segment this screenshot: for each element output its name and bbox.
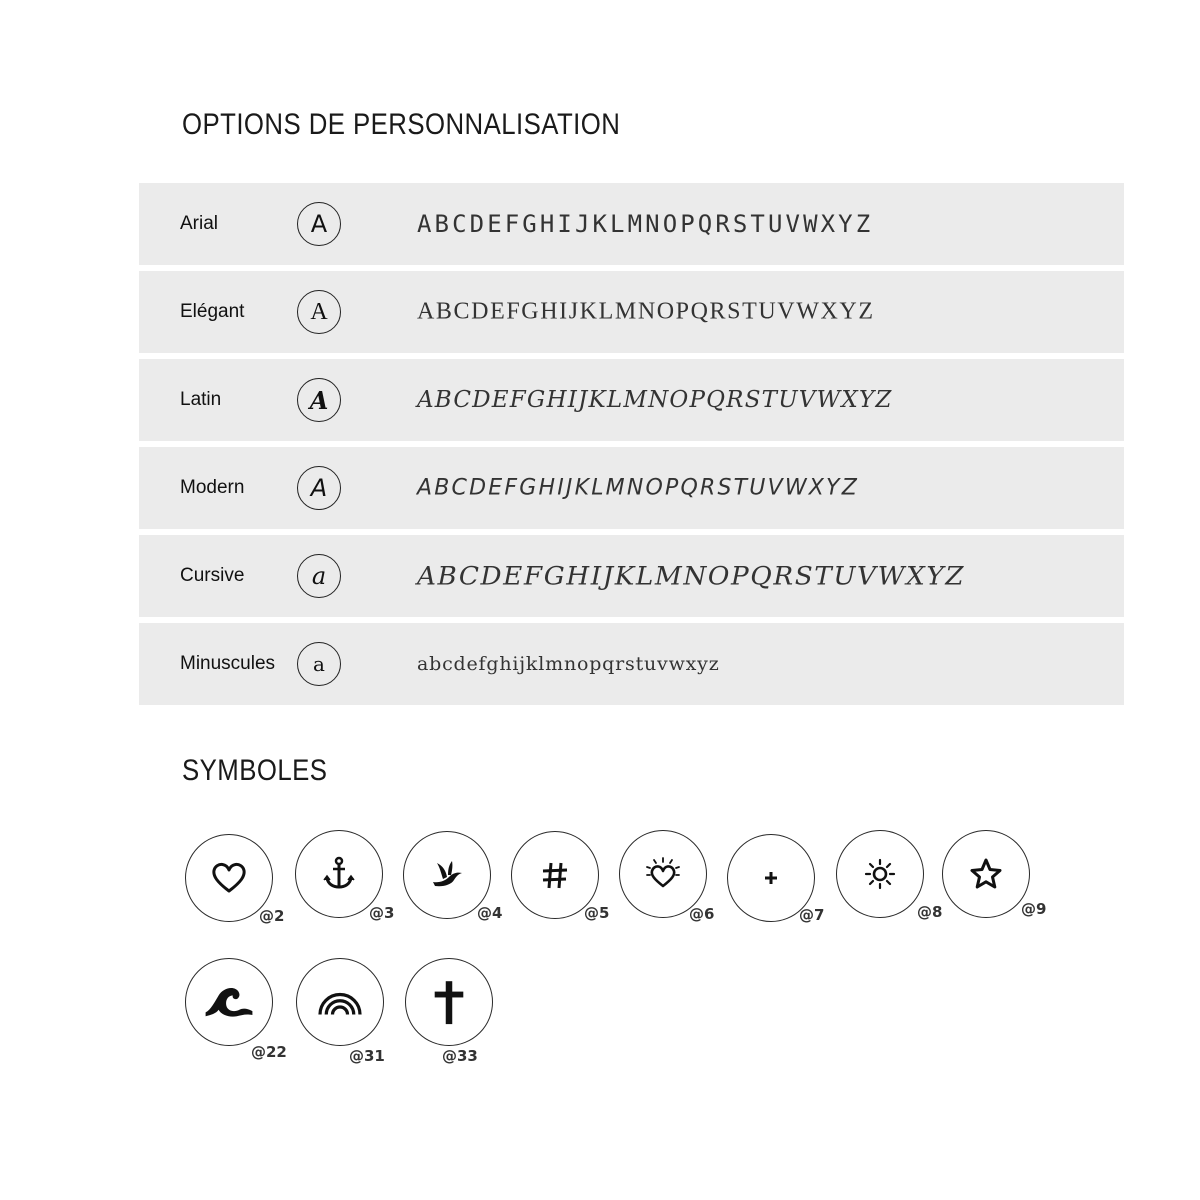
symbol-code: @5	[584, 904, 610, 922]
symbol-hashtag[interactable]	[511, 831, 599, 919]
symbol-wave[interactable]	[185, 958, 273, 1046]
symbol-code: @3	[369, 904, 395, 922]
symbol-code: @6	[689, 905, 715, 923]
fonts-section-title: OPTIONS DE PERSONNALISATION	[182, 108, 621, 141]
font-row-latin[interactable]	[139, 359, 1124, 441]
symbol-plus[interactable]	[727, 834, 815, 922]
symbol-shining-heart[interactable]	[619, 830, 707, 918]
symbol-code: @33	[442, 1047, 478, 1065]
font-sample: ABCDEFGHIJKLMNOPQRSTUVWXYZ	[417, 210, 874, 238]
symbol-heart[interactable]	[185, 834, 273, 922]
font-badge: A	[297, 466, 341, 510]
symbol-code: @4	[477, 904, 503, 922]
symbols-section-title: SYMBOLES	[182, 754, 328, 787]
symbol-code: @2	[259, 907, 285, 925]
font-badge: A	[297, 202, 341, 246]
font-row-cursive[interactable]	[139, 535, 1124, 617]
font-sample: ABCDEFGHIJKLMNOPQRSTUVWXYZ	[417, 387, 893, 413]
symbol-code: @9	[1021, 900, 1047, 918]
symbol-rainbow[interactable]	[296, 958, 384, 1046]
anchor-icon	[319, 854, 359, 894]
symbol-code: @7	[799, 906, 825, 924]
font-badge: A	[297, 290, 341, 334]
symbol-code: @31	[349, 1047, 385, 1065]
bird-icon	[427, 855, 467, 895]
symbol-anchor[interactable]	[295, 830, 383, 918]
heart-icon	[209, 858, 249, 898]
cross-icon	[423, 976, 475, 1028]
rainbow-icon	[315, 977, 365, 1027]
font-badge: a	[297, 642, 341, 686]
shining-heart-icon	[643, 854, 683, 894]
font-name: Arial	[180, 213, 219, 234]
symbol-code: @8	[917, 903, 943, 921]
font-name: Latin	[180, 389, 222, 410]
font-sample: ABCDEFGHIJKLMNOPQRSTUVWXYZ	[417, 561, 966, 591]
symbol-code: @22	[251, 1043, 287, 1061]
symbol-bird[interactable]	[403, 831, 491, 919]
font-badge: A	[297, 378, 341, 422]
font-sample: ABCDEFGHIJKLMNOPQRSTUVWXYZ	[417, 475, 859, 501]
font-sample: abcdefghijklmnopqrstuvwxyz	[417, 653, 720, 675]
font-name: Cursive	[180, 565, 245, 586]
font-row-minuscules[interactable]	[139, 623, 1124, 705]
font-options-table	[139, 183, 1124, 705]
sun-icon	[860, 854, 900, 894]
hashtag-icon	[535, 855, 575, 895]
font-row-elegant[interactable]	[139, 271, 1124, 353]
plus-icon	[751, 858, 791, 898]
symbol-sun[interactable]	[836, 830, 924, 918]
font-badge: a	[297, 554, 341, 598]
symbol-star[interactable]	[942, 830, 1030, 918]
font-name: Minuscules	[180, 653, 276, 674]
symbol-cross[interactable]	[405, 958, 493, 1046]
font-row-arial[interactable]	[139, 183, 1124, 265]
font-sample: ABCDEFGHIJKLMNOPQRSTUVWXYZ	[417, 298, 875, 325]
font-row-modern[interactable]	[139, 447, 1124, 529]
font-name: Elégant	[180, 301, 245, 322]
wave-icon	[203, 976, 255, 1028]
font-name: Modern	[180, 477, 245, 498]
star-icon	[966, 854, 1006, 894]
